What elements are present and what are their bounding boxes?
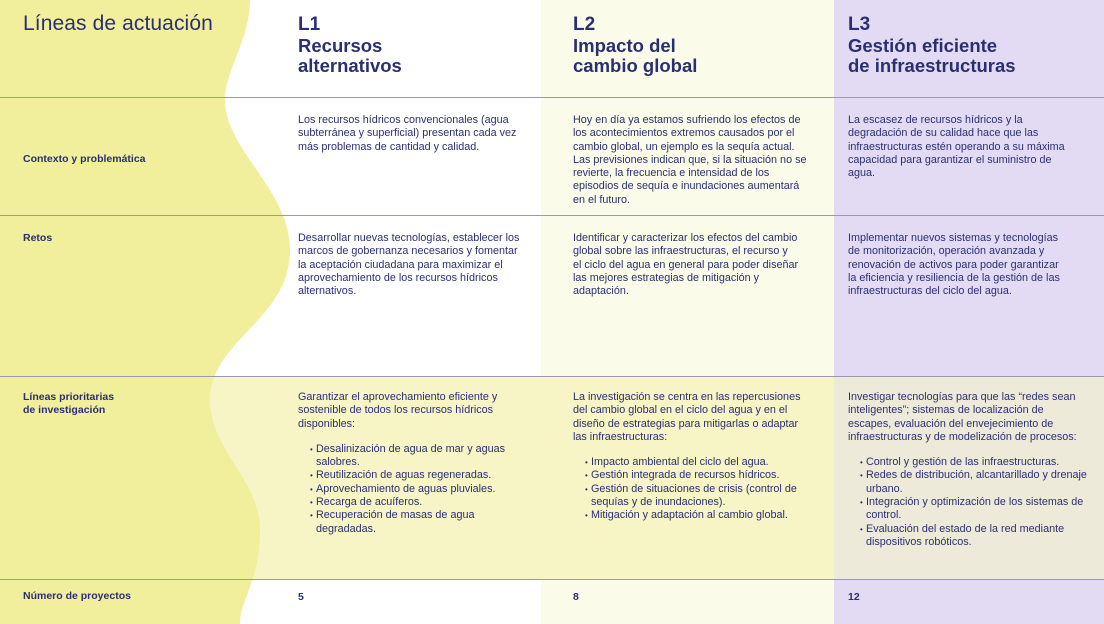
list-item: • Reutilización de aguas regeneradas. — [316, 469, 520, 482]
column-name-line2: de infraestructuras — [848, 55, 1016, 76]
cell-intro: Investigar tecnologías para que las “redes sean inteligentes”; sistemas de localización de escapes, evaluación del envejecimiento de infraestructuras y de modelización de procesos: — [848, 391, 1077, 443]
row-label-contexto: Contexto y problemática — [23, 153, 146, 165]
column-header-l1 — [298, 14, 402, 76]
list-item: • Integración y optimización de los sistemas de control. — [866, 496, 1088, 523]
page-title: Líneas de actuación — [23, 12, 213, 35]
cell-intro: Garantizar el aprovechamiento eficiente y sostenible de todos los recursos hídricos disponibles: — [298, 391, 498, 430]
cell-contexto-l3: La escasez de recursos hídricos y la degradación de su calidad hace que las infraestructuras estén operando a su máxima capacidad para garantizar el suministro de agua. — [848, 114, 1065, 180]
list-item: • Redes de distribución, alcantarillado y drenaje urbano. — [866, 469, 1088, 496]
list-item: • Recuperación de masas de agua degradadas. — [316, 509, 520, 536]
column-name-line1: Gestión eficiente — [848, 35, 998, 56]
list-item: • Recarga de acuíferos. — [316, 496, 520, 509]
column-header-l3 — [848, 14, 1016, 76]
divider-contexto — [0, 215, 1104, 216]
cell-lineas-l3 — [848, 391, 1088, 549]
row-label-line1: Líneas prioritarias — [23, 391, 115, 403]
priority-list — [848, 456, 1088, 549]
cell-retos-l1: Desarrollar nuevas tecnologías, establecer los marcos de gobernanza necesarios y fomentar la aceptación ciudadana para maximizar el aprovechamiento de los recursos hídricos alternativos. — [298, 232, 520, 298]
project-count-l1: 5 — [298, 591, 304, 603]
divider-lineas — [0, 579, 1104, 580]
divider-retos — [0, 376, 1104, 377]
column-header-l2 — [573, 14, 697, 76]
column-name-line2: alternativos — [298, 55, 402, 76]
column-code: L1 — [298, 14, 321, 35]
list-item: • Aprovechamiento de aguas pluviales. — [316, 483, 520, 496]
priority-list — [298, 443, 520, 536]
list-item: • Gestión de situaciones de crisis (control de sequías y de inundaciones). — [591, 483, 811, 510]
cell-retos-l2: Identificar y caracterizar los efectos del cambio global sobre las infraestructuras, el recurso y el ciclo del agua en general para poder diseñar las mejores estrategias de mitigación y adaptación. — [573, 232, 799, 298]
row-label-lineas — [23, 391, 114, 417]
divider-header — [0, 97, 1104, 98]
column-name-line1: Impacto del — [573, 35, 676, 56]
list-item: • Impacto ambiental del ciclo del agua. — [591, 456, 811, 469]
priority-list — [573, 456, 811, 522]
decorative-wave-shape — [0, 0, 300, 624]
cell-intro: La investigación se centra en las repercusiones del cambio global en el ciclo del agua y en el diseño de estrategias para mitigarlas o adaptar las infraestructuras: — [573, 391, 801, 443]
list-item: • Control y gestión de las infraestructuras. — [866, 456, 1088, 469]
project-count-l3: 12 — [848, 591, 860, 603]
list-item: • Mitigación y adaptación al cambio global. — [591, 509, 811, 522]
row-label-proyectos: Número de proyectos — [23, 590, 131, 602]
list-item: • Desalinización de agua de mar y aguas salobres. — [316, 443, 520, 470]
cell-contexto-l1: Los recursos hídricos convencionales (agua subterránea y superficial) presentan cada vez más problemas de cantidad y calidad. — [298, 114, 517, 153]
cell-lineas-l1 — [298, 391, 520, 536]
column-code: L2 — [573, 14, 596, 35]
cell-retos-l3: Implementar nuevos sistemas y tecnologías de monitorización, operación avanzada y renovación de activos para poder garantizar la eficiencia y resiliencia de la gestión de las infraestructuras del ciclo del agua. — [848, 232, 1060, 298]
row-label-retos: Retos — [23, 232, 53, 244]
row-label-line2: de investigación — [23, 404, 106, 416]
cell-lineas-l2 — [573, 391, 811, 523]
list-item: • Gestión integrada de recursos hídricos. — [591, 469, 811, 482]
cell-contexto-l2: Hoy en día ya estamos sufriendo los efectos de los acontecimientos extremos causados por el cambio global, un ejemplo es la sequía actual. Las previsiones indican que, si la situación no se revierte, la frecuencia e intensidad de los episodios de sequía e inundaciones aumentará en el futuro. — [573, 114, 807, 206]
column-code: L3 — [848, 14, 871, 35]
column-name-line1: Recursos — [298, 35, 383, 56]
project-count-l2: 8 — [573, 591, 579, 603]
list-item: • Evaluación del estado de la red mediante dispositivos robóticos. — [866, 523, 1088, 550]
column-name-line2: cambio global — [573, 55, 698, 76]
